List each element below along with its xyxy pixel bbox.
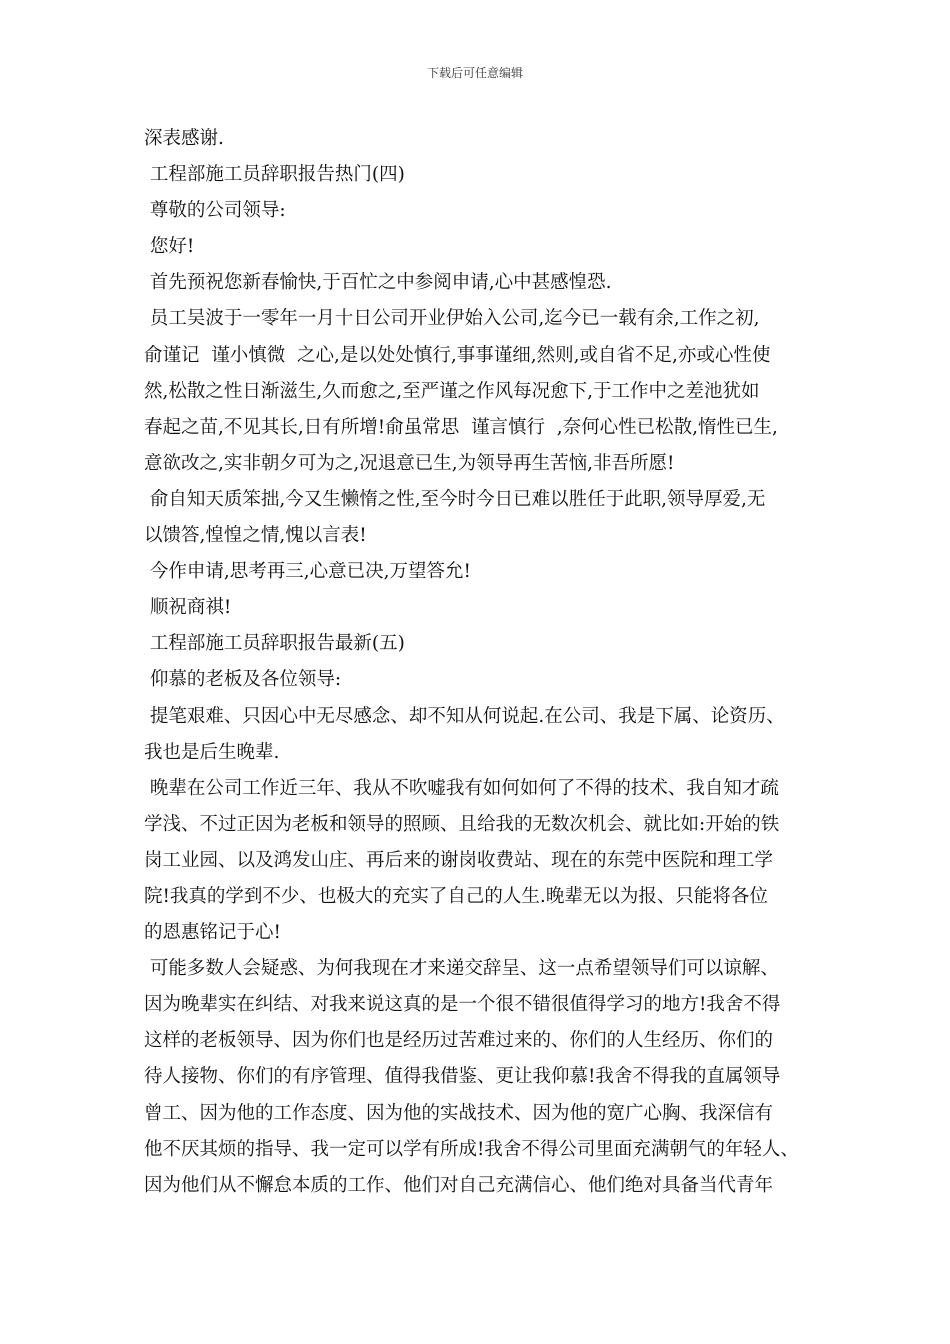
text-line: 晚辈在公司工作近三年、我从不吹嘘我有如何如何了不得的技术、我自知才疏 xyxy=(144,777,779,799)
text-line: 首先预祝您新春愉快,于百忙之中参阅申请,心中甚感惶恐. xyxy=(144,272,612,294)
text-line: 待人接物、你们的有序管理、值得我借鉴、更让我仰慕!我舍不得我的直属领导 xyxy=(144,1066,781,1088)
document-body xyxy=(144,121,824,1204)
text-line: 深表感谢. xyxy=(144,128,224,149)
text-line: 他不厌其烦的指导、我一定可以学有所成!我舍不得公司里面充满朝气的年轻人、 xyxy=(144,1138,799,1160)
text-line: 我也是后生晚辈. xyxy=(144,741,280,763)
text-line: 俞谨记 谨小慎微 之心,是以处处慎行,事事谨细,然则,或自省不足,亦或心性使 xyxy=(144,344,771,366)
section-heading: 工程部施工员辞职报告热门(四) xyxy=(144,164,405,186)
page-header: 下载后可任意编辑 xyxy=(426,66,523,80)
text-line: 因为他们从不懈怠本质的工作、他们对自己充满信心、他们绝对具备当代青年 xyxy=(144,1174,774,1196)
salutation: 仰慕的老板及各位领导: xyxy=(144,669,342,691)
text-line: 俞自知天质笨拙,今又生懒惰之性,至今时今日已难以胜任于此职,领导厚爱,无 xyxy=(144,488,766,510)
greeting: 您好! xyxy=(144,236,195,258)
section-heading: 工程部施工员辞职报告最新(五) xyxy=(144,633,405,655)
text-line: 学浅、不过正因为老板和领导的照顾、且给我的无数次机会、就比如:开始的铁 xyxy=(144,813,780,835)
salutation: 尊敬的公司领导: xyxy=(144,200,286,222)
text-line: 岗工业园、以及鸿发山庄、再后来的谢岗收费站、现在的东莞中医院和理工学 xyxy=(144,849,774,871)
text-line: 以馈答,惶惶之情,愧以言表! xyxy=(144,525,367,547)
text-line: 意欲改之,实非朝夕可为之,况退意已生,为领导再生苦恼,非吾所愿! xyxy=(144,452,675,474)
text-line: 今作申请,思考再三,心意已决,万望答允! xyxy=(144,561,471,583)
closing: 顺祝商祺! xyxy=(144,597,232,619)
text-line: 因为晚辈实在纠结、对我来说这真的是一个很不错很值得学习的地方!我舍不得 xyxy=(144,994,781,1016)
text-line: 提笔艰难、只因心中无尽感念、却不知从何说起.在公司、我是下属、论资历、 xyxy=(144,705,785,727)
text-line: 这样的老板领导、因为你们也是经历过苦难过来的、你们的人生经历、你们的 xyxy=(144,1030,774,1052)
text-line: 然,松散之性日渐滋生,久而愈之,至严谨之作风每况愈下,于工作中之差池犹如 xyxy=(144,380,760,402)
text-line: 的恩惠铭记于心! xyxy=(144,922,281,944)
text-line: 院!我真的学到不少、也极大的充实了自己的人生.晚辈无以为报、只能将各位 xyxy=(144,885,768,907)
text-line: 员工吴波于一零年一月十日公司开业伊始入公司,迄今已一载有余,工作之初, xyxy=(144,308,760,330)
text-line: 可能多数人会疑惑、为何我现在才来递交辞呈、这一点希望领导们可以谅解、 xyxy=(144,958,779,980)
text-line: 春起之苗,不见其长,日有所增!俞虽常思 谨言慎行 ,奈何心性已松散,惰性已生, xyxy=(144,416,778,438)
text-line: 曾工、因为他的工作态度、因为他的实战技术、因为他的宽广心胸、我深信有 xyxy=(144,1102,774,1124)
